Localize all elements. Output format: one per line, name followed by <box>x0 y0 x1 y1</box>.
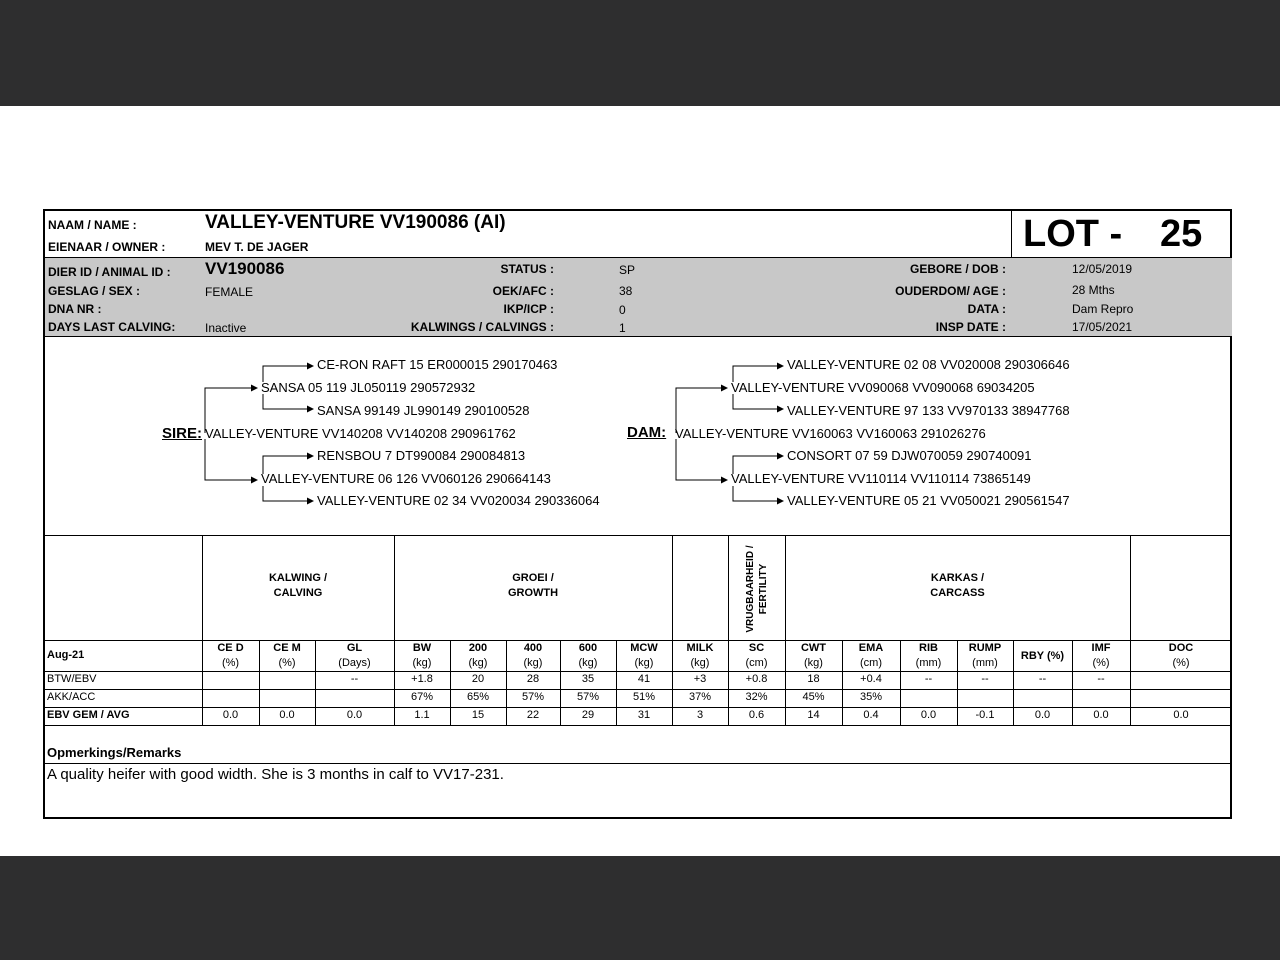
dna-label: DNA NR : <box>48 302 102 316</box>
lot-label: LOT - <box>1023 213 1123 255</box>
row-label: EBV GEM / AVG <box>47 709 130 721</box>
table-cell: 1.1 <box>414 709 430 721</box>
table-cell: 67% <box>410 691 434 703</box>
owner-value: MEV T. DE JAGER <box>205 240 309 254</box>
divider-line <box>45 689 1232 690</box>
column-header-gl: GL (Days) <box>338 642 371 669</box>
table-cell: -- <box>924 673 933 685</box>
divider-line <box>45 725 1232 726</box>
insp-label: INSP DATE : <box>935 320 1006 334</box>
sire-sire: SANSA 05 119 JL050119 290572932 <box>261 380 476 395</box>
kalwings-label: KALWINGS / CALVINGS : <box>410 320 554 334</box>
table-cell: 35 <box>581 673 595 685</box>
dam-sire-sire: VALLEY-VENTURE 02 08 VV020008 290306646 <box>787 357 1070 372</box>
sire-sire-sire: CE-RON RAFT 15 ER000015 290170463 <box>317 357 558 372</box>
lot-card <box>43 209 1232 819</box>
divider-line <box>45 535 1232 536</box>
animal-id-value: VV190086 <box>205 259 285 278</box>
dam-label: DAM: <box>627 424 667 441</box>
table-cell: 51% <box>632 691 656 703</box>
lot-divider <box>1011 211 1012 257</box>
table-cell: +0.4 <box>860 673 882 685</box>
sire-label: SIRE: <box>162 425 203 442</box>
divider-line <box>1130 535 1131 725</box>
ikp-value: 0 <box>619 303 626 317</box>
table-cell: 0.6 <box>748 709 765 721</box>
table-cell: 0.0 <box>346 709 363 721</box>
animal-id-label: DIER ID / ANIMAL ID : <box>48 265 171 279</box>
column-header-sc: SC (cm) <box>745 642 768 669</box>
data-label: DATA : <box>967 302 1006 316</box>
dam-sire: VALLEY-VENTURE VV090068 VV090068 69034205 <box>731 380 1035 395</box>
oek-value: 38 <box>619 284 633 298</box>
column-header-cwt: CWT (kg) <box>800 642 827 669</box>
table-cell: 35% <box>859 691 883 703</box>
column-header-600: 600 (kg) <box>578 642 598 669</box>
dam-dam-dam: VALLEY-VENTURE 05 21 VV050021 290561547 <box>787 493 1070 508</box>
remarks-text: A quality heifer with good width. She is 3 months in calf to VV17-231. <box>47 766 504 783</box>
column-header-mcw: MCW (kg) <box>630 642 658 669</box>
group-calving: KALWING / CALVING <box>268 572 328 599</box>
column-header-ce-m: CE M (%) <box>273 642 301 669</box>
table-cell: 0.0 <box>222 709 239 721</box>
table-cell: 32% <box>745 691 768 703</box>
age-label: OUDERDOM/ AGE : <box>895 284 1006 298</box>
owner-label: EIENAAR / OWNER : <box>48 240 166 254</box>
table-cell: 20 <box>471 673 485 685</box>
column-header-rib: RIB (mm) <box>915 642 942 669</box>
column-header-rump: RUMP (mm) <box>968 642 1002 669</box>
ikp-label: IKP/ICP : <box>503 302 554 316</box>
table-cell: 41 <box>637 673 651 685</box>
group-carcass: KARKAS / CARCASS <box>930 572 985 599</box>
dob-label: GEBORE / DOB : <box>909 262 1006 276</box>
dob-value: 12/05/2019 <box>1072 262 1133 276</box>
divider-line <box>202 535 203 725</box>
dam-sire-dam: VALLEY-VENTURE 97 133 VV970133 38947768 <box>787 403 1070 418</box>
group-fertility: VRUGBAARHEID / FERTILITY <box>745 545 769 633</box>
sire-dam: VALLEY-VENTURE 06 126 VV060126 290664143 <box>261 471 551 486</box>
lot-number: 25 <box>1160 213 1203 255</box>
table-cell: 29 <box>581 709 595 721</box>
bottom-dark-band <box>0 856 1280 960</box>
table-cell: 0.0 <box>279 709 295 721</box>
divider-line <box>45 707 1232 708</box>
animal-name: VALLEY-VENTURE VV190086 (AI) <box>205 212 506 233</box>
top-dark-band <box>0 0 1280 106</box>
days-value: Inactive <box>205 321 247 335</box>
kalwings-value: 1 <box>619 321 626 335</box>
table-cell: +3 <box>693 673 707 685</box>
days-label: DAYS LAST CALVING: <box>48 320 176 334</box>
table-cell: -- <box>350 673 359 685</box>
data-value: Dam Repro <box>1072 302 1134 316</box>
age-value: 28 Mths <box>1072 283 1115 297</box>
divider-line <box>45 257 1232 258</box>
column-header-rby: RBY (%) <box>1020 650 1065 662</box>
table-cell: 18 <box>807 673 820 685</box>
sex-value: FEMALE <box>205 285 254 299</box>
sex-label: GESLAG / SEX : <box>48 284 141 298</box>
table-cell: 57% <box>521 691 545 703</box>
table-cell: +0.8 <box>745 673 768 685</box>
column-header-ce-d: CE D (%) <box>217 642 244 669</box>
group-growth: GROEI / GROWTH <box>507 572 559 599</box>
sire-dam-sire: RENSBOU 7 DT990084 290084813 <box>317 448 526 463</box>
dam-name: VALLEY-VENTURE VV160063 VV160063 291026276 <box>675 426 986 441</box>
table-cell: 3 <box>696 709 704 721</box>
row-label: AKK/ACC <box>47 691 96 703</box>
remarks-label: Opmerkings/Remarks <box>47 745 182 760</box>
table-cell: 37% <box>688 691 712 703</box>
divider-line <box>45 671 1232 672</box>
column-header-ema: EMA (cm) <box>858 642 884 669</box>
column-header-milk: MILK (kg) <box>686 642 714 669</box>
table-cell: 22 <box>526 709 540 721</box>
table-cell: -0.1 <box>975 709 995 721</box>
status-label: STATUS : <box>500 262 554 276</box>
table-cell: 28 <box>526 673 540 685</box>
table-cell: 0.0 <box>1093 709 1109 721</box>
table-cell: +1.8 <box>411 673 433 685</box>
table-cell: 14 <box>807 709 820 721</box>
dam-dam-sire: CONSORT 07 59 DJW070059 290740091 <box>787 448 1032 463</box>
insp-value: 17/05/2021 <box>1072 320 1133 334</box>
sire-sire-dam: SANSA 99149 JL990149 290100528 <box>317 403 530 418</box>
table-cell: 0.4 <box>863 709 879 721</box>
table-cell: -- <box>1097 673 1105 685</box>
column-header-doc: DOC (%) <box>1168 642 1194 669</box>
column-header-400: 400 (kg) <box>523 642 543 669</box>
column-header-200: 200 (kg) <box>468 642 488 669</box>
table-cell: 31 <box>637 709 651 721</box>
period-label: Aug-21 <box>47 649 85 661</box>
table-cell: 65% <box>466 691 490 703</box>
dam-dam: VALLEY-VENTURE VV110114 VV110114 73865149 <box>731 471 1031 486</box>
status-value: SP <box>619 263 636 277</box>
table-cell: 57% <box>576 691 600 703</box>
table-cell: 0.0 <box>920 709 937 721</box>
oek-label: OEK/AFC : <box>492 284 554 298</box>
table-cell: -- <box>1038 673 1047 685</box>
name-label: NAAM / NAME : <box>48 218 137 232</box>
table-cell: 15 <box>471 709 485 721</box>
divider-line <box>45 763 1232 764</box>
table-cell: 0.0 <box>1173 709 1189 721</box>
row-label: BTW/EBV <box>47 673 97 685</box>
sire-name: VALLEY-VENTURE VV140208 VV140208 290961762 <box>205 426 516 441</box>
table-cell: 0.0 <box>1034 709 1051 721</box>
column-header-bw: BW (kg) <box>412 642 432 669</box>
table-cell: -- <box>981 673 989 685</box>
sire-dam-dam: VALLEY-VENTURE 02 34 VV020034 290336064 <box>317 493 600 508</box>
column-header-imf: IMF (%) <box>1091 642 1111 669</box>
table-cell: 45% <box>802 691 825 703</box>
